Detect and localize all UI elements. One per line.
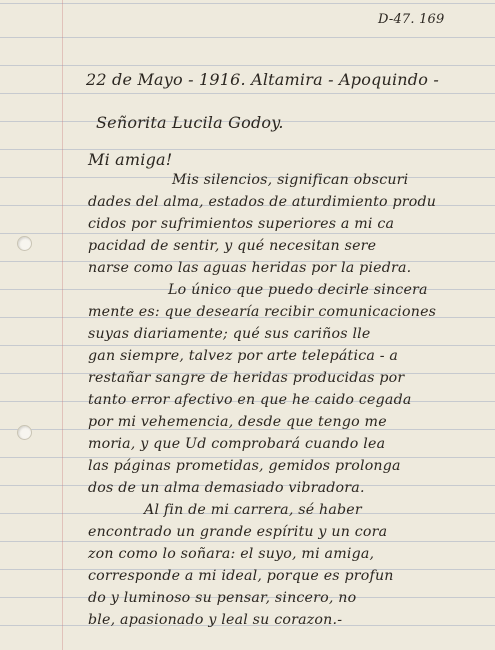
body-line: moria, y que Ud comprobará cuando lea: [88, 436, 386, 452]
body-line: corresponde a mi ideal, porque es profun: [88, 568, 394, 584]
punch-hole-top: [17, 236, 32, 251]
body-line: tanto error afectivo en que he caido cegada: [88, 392, 412, 408]
body-line: por mi vehemencia, desde que tengo me: [88, 414, 387, 430]
body-line: narse como las aguas heridas por la piedra.: [88, 260, 412, 276]
punch-hole-bottom: [17, 425, 32, 440]
body-line: pacidad de sentir, y qué necesitan sere: [88, 238, 377, 254]
body-line: do y luminoso su pensar, sincero, no: [88, 590, 357, 606]
margin-line: [62, 0, 63, 650]
body-line: las páginas prometidas, gemidos prolonga: [88, 458, 401, 474]
body-line: zon como lo soñara: el suyo, mi amiga,: [88, 546, 375, 562]
body-line: ble, apasionado y leal su corazon.-: [88, 612, 343, 628]
body-line: suyas diariamente; qué sus cariños lle: [88, 326, 371, 342]
body-line: encontrado un grande espíritu y un cora: [88, 524, 388, 540]
body-line: dos de un alma demasiado vibradora.: [88, 480, 365, 496]
body-line: mente es: que desearía recibir comunicaciones: [88, 304, 437, 320]
body-line: gan siempre, talvez por arte telepática - a: [88, 348, 399, 364]
body-line: restañar sangre de heridas producidas por: [88, 370, 405, 386]
recipient-line: Señorita Lucila Godoy.: [96, 113, 284, 132]
body-line: Lo único que puedo decirle sincera: [168, 282, 428, 298]
body-line: cidos por sufrimientos superiores a mi ca: [88, 216, 395, 232]
archive-reference: D-47. 169: [378, 12, 445, 27]
greeting-line: Mi amiga!: [88, 150, 173, 169]
date-place-line: 22 de Mayo - 1916. Altamira - Apoquindo -: [86, 70, 439, 89]
body-line: Al fin de mi carrera, sé haber: [144, 502, 362, 518]
body-line: Mis silencios, significan obscuri: [172, 172, 409, 188]
body-line: dades del alma, estados de aturdimiento produ: [88, 194, 437, 210]
